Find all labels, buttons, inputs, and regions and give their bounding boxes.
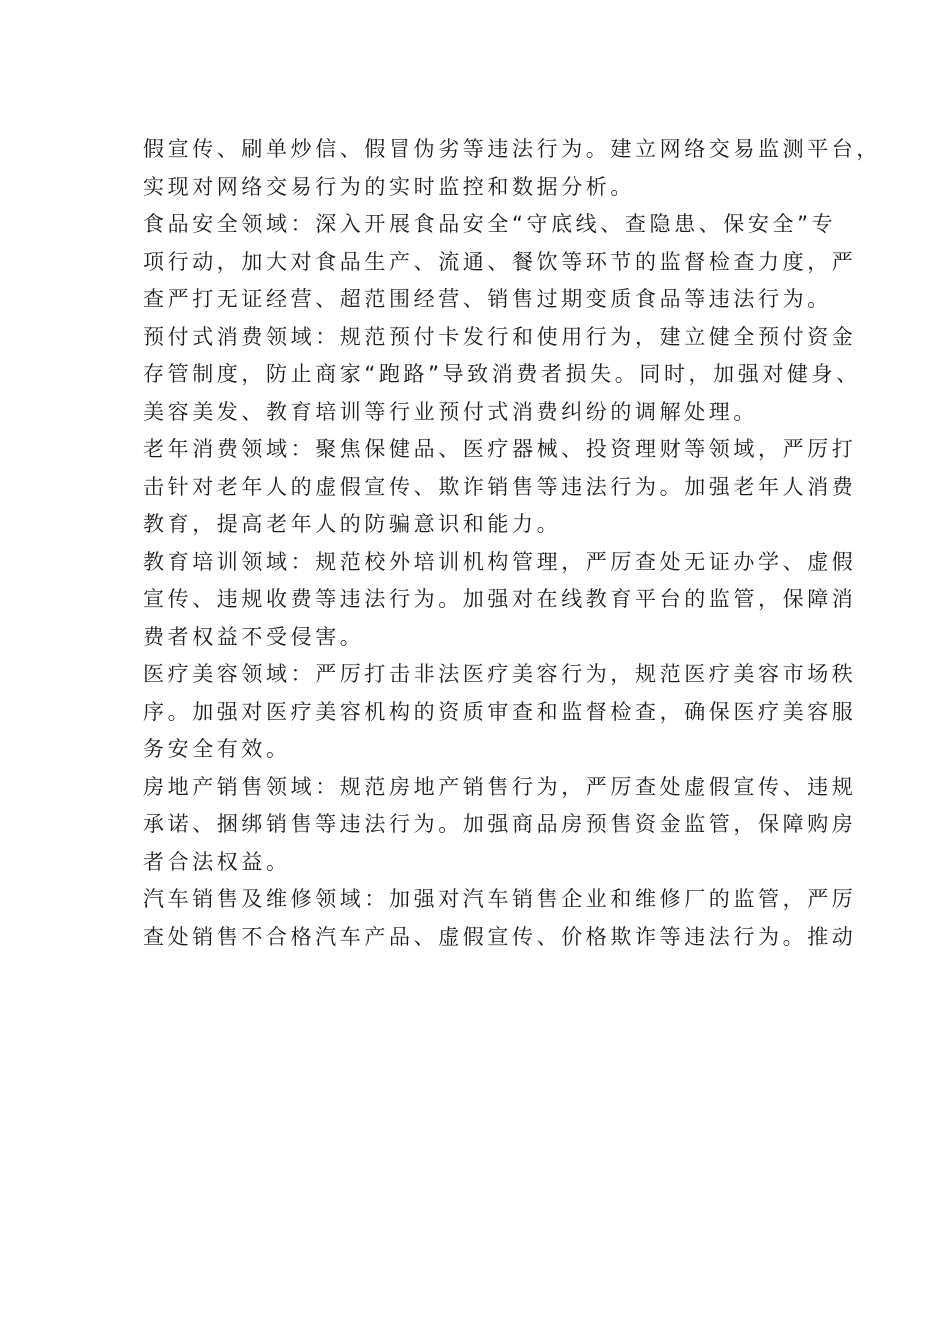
text-line: 务安全有效。: [143, 737, 291, 761]
text-line: 查严打无证经营、超范围经营、销售过期变质食品等违法行为。: [143, 287, 832, 311]
text-line: 费者权益不受侵害。: [143, 624, 365, 649]
text-line: 教育，提高老年人的防骗意识和能力。: [143, 512, 562, 536]
text-line: 承诺、捆绑销售等违法行为。加强商品房预售资金监管，保障购房: [143, 812, 857, 836]
text-line: 宣传、违规收费等违法行为。加强对在线教育平台的监管，保障消: [143, 587, 857, 611]
text-line: 汽车销售及维修领域：加强对汽车销售企业和维修厂的监管，严厉: [143, 887, 857, 911]
text-line: 击针对老年人的虚假宣传、欺诈销售等违法行为。加强老年人消费: [143, 474, 857, 499]
text-line: 序。加强对医疗美容机构的资质审查和监督检查，确保医疗美容服: [143, 699, 857, 724]
text-line: 预付式消费领域：规范预付卡发行和使用行为，建立健全预付资金: [143, 324, 857, 349]
text-line: 项行动，加大对食品生产、流通、餐饮等环节的监督检查力度，严: [143, 249, 857, 274]
text-line: 假宣传、刷单炒信、假冒伪劣等违法行为。建立网络交易监测平台，: [143, 137, 881, 161]
body-text: [143, 131, 881, 956]
text-line: 美容美发、教育培训等行业预付式消费纠纷的调解处理。: [143, 399, 758, 424]
text-line: 查处销售不合格汽车产品、虚假宣传、价格欺诈等违法行为。推动: [143, 924, 857, 949]
text-line: 房地产销售领域：规范房地产销售行为，严厉查处虚假宣传、违规: [143, 774, 857, 799]
text-line: 存管制度，防止商家“跑路”导致消费者损失。同时，加强对健身、: [143, 362, 861, 386]
text-line: 教育培训领域：规范校外培训机构管理，严厉查处无证办学、虚假: [143, 549, 857, 574]
text-line: 实现对网络交易行为的实时监控和数据分析。: [143, 174, 635, 199]
text-line: 者合法权益。: [143, 849, 291, 874]
text-line: 食品安全领域：深入开展食品安全“守底线、查隐患、保安全”专: [143, 212, 837, 236]
text-line: 老年消费领域：聚焦保健品、医疗器械、投资理财等领域，严厉打: [143, 437, 857, 461]
text-line: 医疗美容领域：严厉打击非法医疗美容行为，规范医疗美容市场秩: [143, 662, 857, 686]
